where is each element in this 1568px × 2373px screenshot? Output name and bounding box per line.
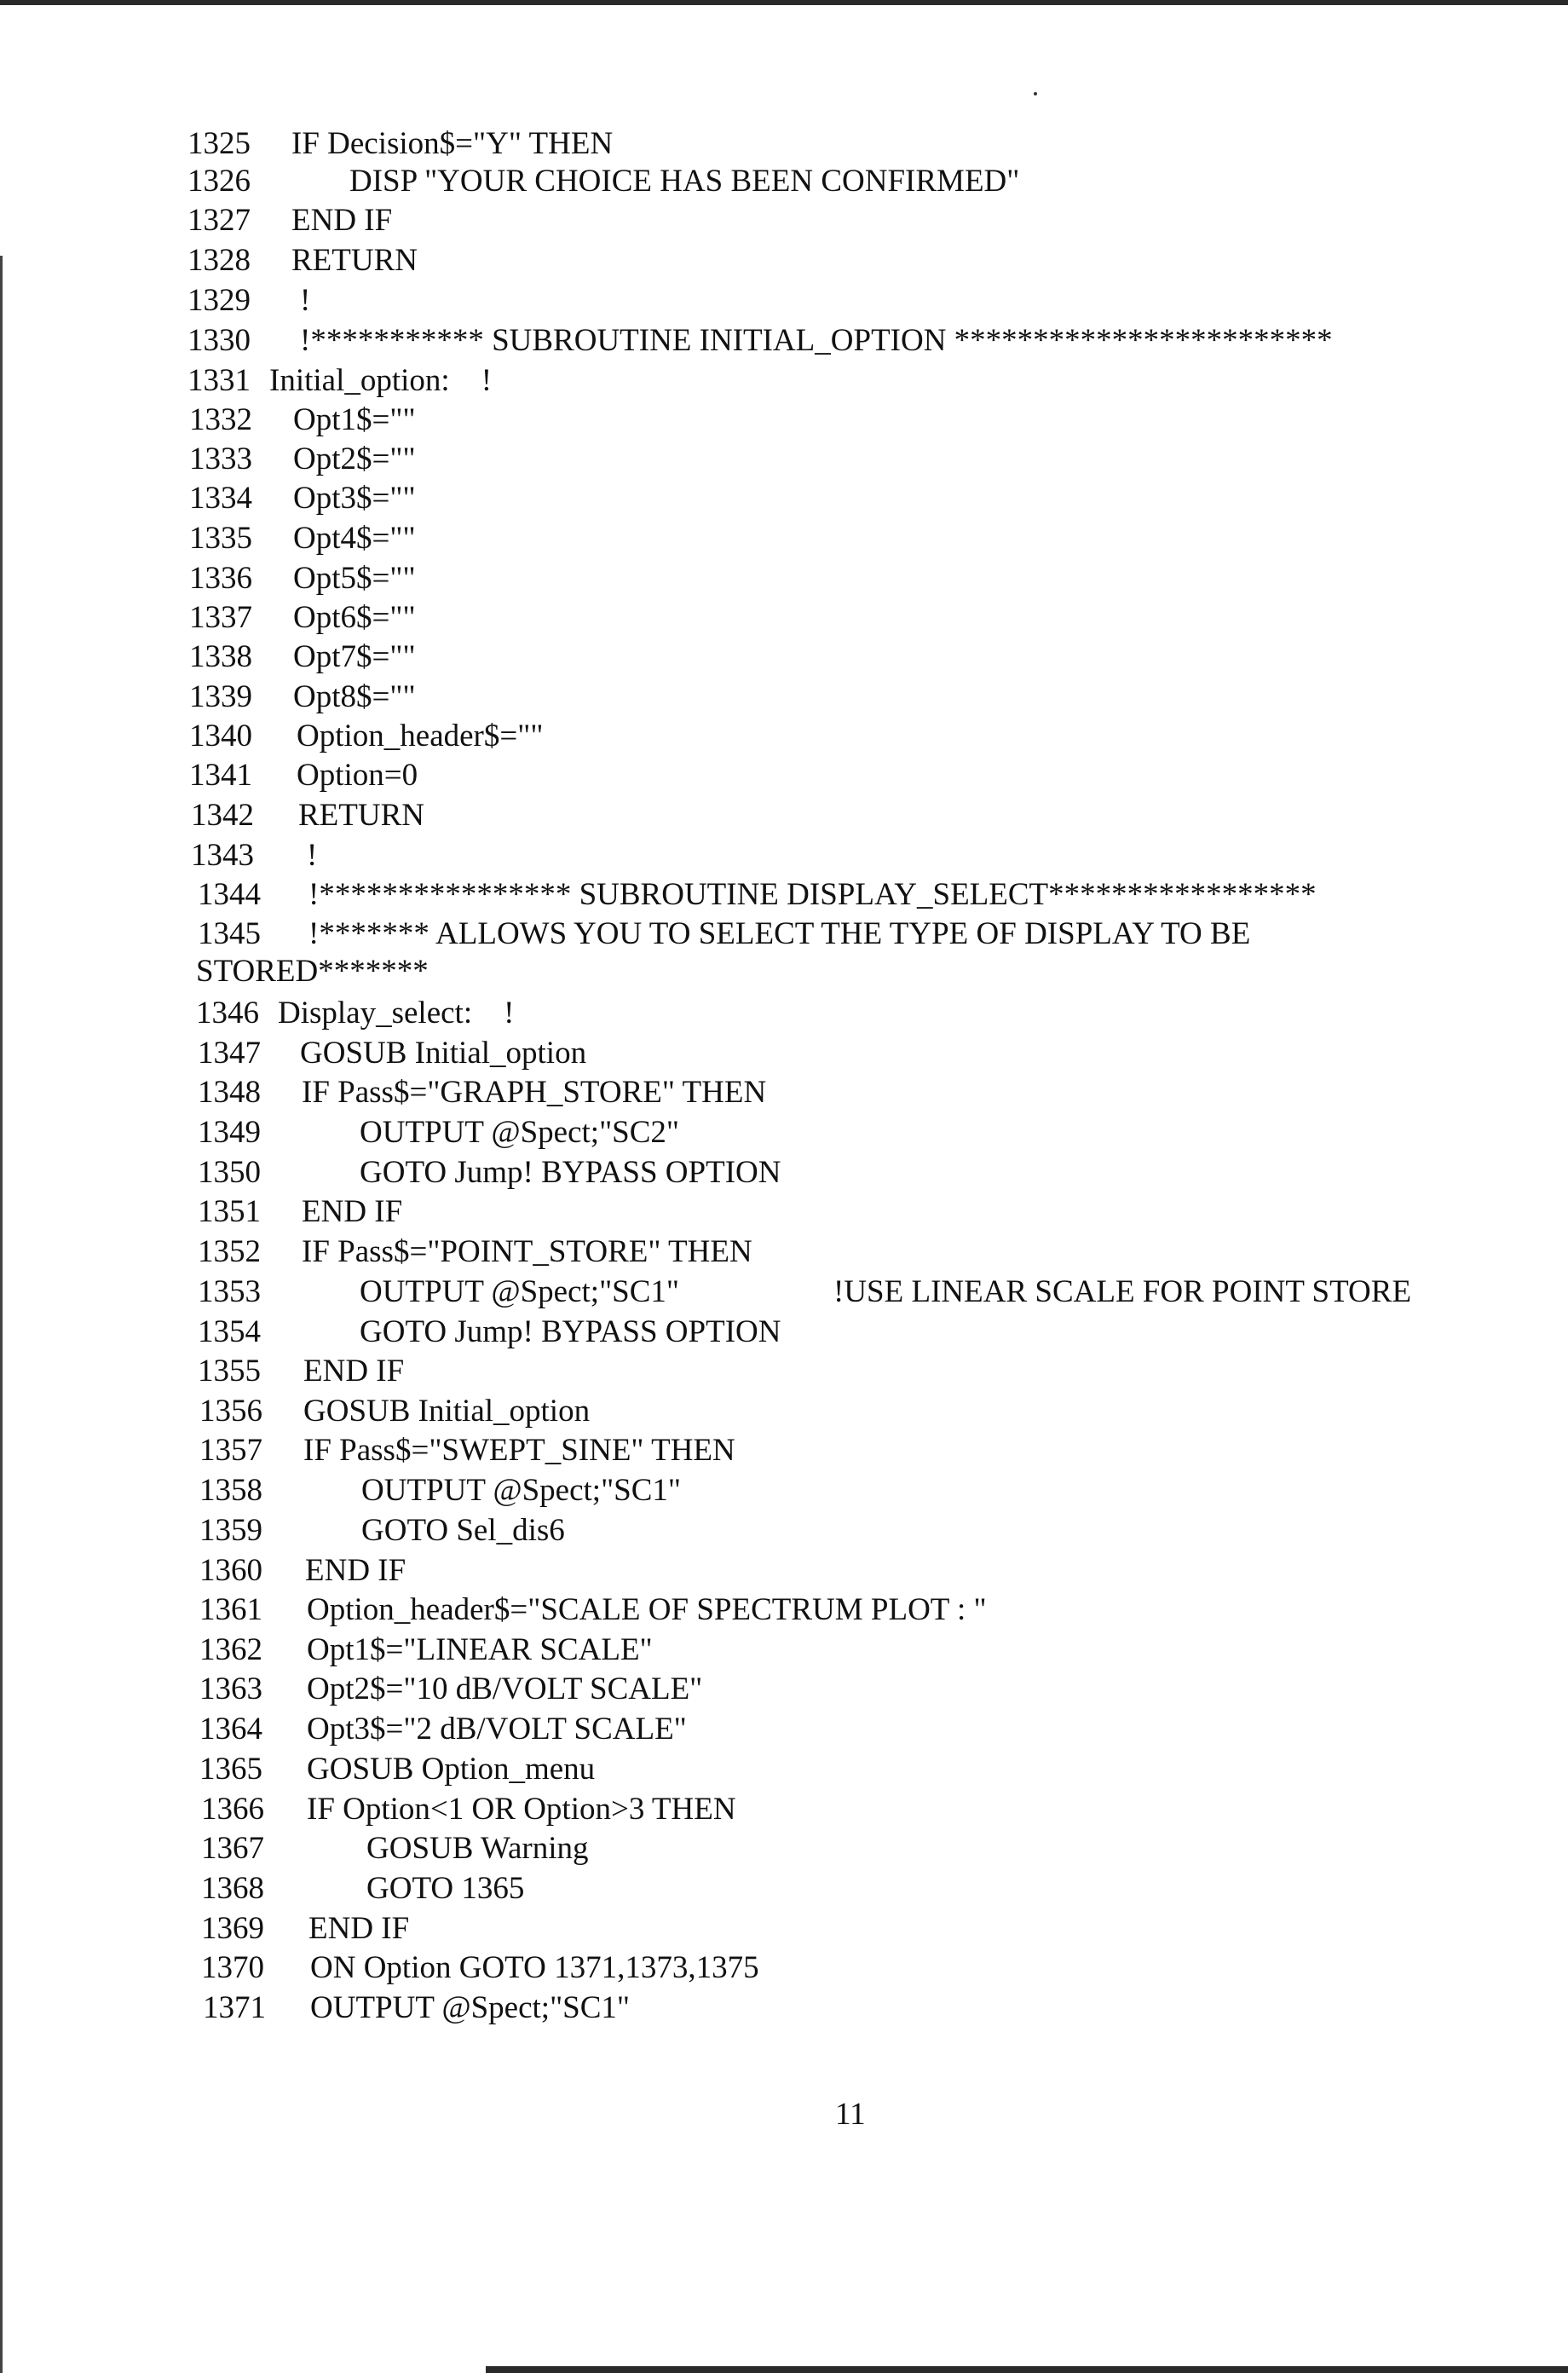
line-code: ! [300,283,311,318]
line-number: 1360 [199,1553,262,1588]
line-number: 1338 [189,639,252,674]
line-code: Opt2$="" [293,442,416,476]
line-code: Opt3$="" [293,481,416,516]
line-code: Option_header$="SCALE OF SPECTRUM PLOT : " [307,1592,987,1627]
line-number: 1351 [198,1194,261,1229]
line-number: 1329 [187,283,251,318]
line-code: !******* ALLOWS YOU TO SELECT THE TYPE OF DISPLAY TO BE [308,916,1251,951]
line-code: IF Decision$="Y" THEN [291,126,614,161]
line-code: Opt2$="10 dB/VOLT SCALE" [307,1671,703,1706]
line-number: 1369 [201,1911,264,1946]
line-code: GOTO 1365 [366,1871,525,1906]
line-code: STORED******* [196,954,429,989]
line-number: 1335 [189,521,252,556]
line-code: RETURN [298,798,424,833]
line-code: Opt3$="2 dB/VOLT SCALE" [307,1712,687,1747]
line-code: GOSUB Option_menu [307,1752,596,1787]
line-number: 1333 [189,442,252,476]
line-number: 1346 [196,996,259,1031]
line-number: 1349 [198,1115,261,1150]
line-number: 1325 [187,126,251,161]
line-number: 1332 [189,402,252,437]
line-code: Opt7$="" [293,639,416,674]
line-code: OUTPUT @Spect;"SC1" [361,1473,682,1508]
line-number: 1354 [198,1314,261,1349]
line-number: 1339 [189,679,252,714]
line-code: IF Pass$="POINT_STORE" THEN [302,1234,752,1269]
line-number: 1336 [189,561,252,596]
line-number: 1350 [198,1155,261,1190]
line-number: 1368 [201,1871,264,1906]
line-code: Display_select: ! [278,996,515,1031]
line-number: 1367 [201,1831,264,1866]
line-number: 1366 [201,1792,264,1827]
line-code: GOSUB Initial_option [300,1036,587,1071]
line-number: 1358 [199,1473,262,1508]
line-number: 1340 [189,719,252,753]
line-code: GOTO Sel_dis6 [361,1513,565,1548]
line-code: GOTO Jump! BYPASS OPTION [360,1155,781,1190]
line-code: Initial_option: ! [269,363,493,398]
line-code: IF Option<1 OR Option>3 THEN [307,1792,736,1827]
line-number: 1365 [199,1752,262,1787]
line-code: ! [307,838,318,873]
line-number: 1357 [199,1433,262,1468]
line-number: 1356 [199,1394,262,1429]
line-number: 1363 [199,1671,262,1706]
line-code: END IF [305,1553,406,1588]
line-code: Opt8$="" [293,679,416,714]
line-code: Option_header$="" [297,719,544,753]
line-number: 1341 [189,758,252,793]
line-code: IF Pass$="GRAPH_STORE" THEN [302,1075,767,1110]
line-code: GOSUB Warning [366,1831,589,1866]
line-number: 1328 [187,243,251,278]
line-number: 1327 [187,203,251,238]
line-code: OUTPUT @Spect;"SC2" [360,1115,680,1150]
line-number: 1342 [191,798,254,833]
line-code: Opt5$="" [293,561,416,596]
line-number: 1345 [198,916,261,951]
line-number: 1362 [199,1632,262,1667]
line-number: 1337 [189,600,252,635]
line-code: END IF [302,1194,403,1229]
line-code: Opt4$="" [293,521,416,556]
line-number: 1344 [198,877,261,912]
line-number: 1326 [187,164,251,199]
line-number: 1352 [198,1234,261,1269]
line-code: Opt1$="" [293,402,416,437]
line-number: 1364 [199,1712,262,1747]
line-code: OUTPUT @Spect;"SC1" [310,1990,631,2025]
page-number: 11 [835,2097,866,2132]
line-code: GOTO Jump! BYPASS OPTION [360,1314,781,1349]
line-number: 1355 [198,1354,261,1389]
line-code: END IF [303,1354,405,1389]
line-code: END IF [308,1911,410,1946]
line-code: GOSUB Initial_option [303,1394,591,1429]
line-code: !**************** SUBROUTINE DISPLAY_SELECT***************** [308,877,1317,912]
line-number: 1348 [198,1075,261,1110]
line-number: 1370 [201,1950,264,1985]
line-code: RETURN [291,243,418,278]
line-code: Opt6$="" [293,600,416,635]
line-number: 1330 [187,323,251,358]
line-number: 1359 [199,1513,262,1548]
line-comment: !USE LINEAR SCALE FOR POINT STORE [833,1274,1412,1309]
line-number: 1371 [203,1990,266,2025]
line-code: IF Pass$="SWEPT_SINE" THEN [303,1433,735,1468]
line-code: !*********** SUBROUTINE INITIAL_OPTION ************************ [300,323,1333,358]
line-number: 1343 [191,838,254,873]
line-code: DISP "YOUR CHOICE HAS BEEN CONFIRMED" [349,164,1020,199]
line-number: 1353 [198,1274,261,1309]
line-number: 1331 [187,363,251,398]
line-number: 1347 [198,1036,261,1071]
line-code: OUTPUT @Spect;"SC1" [360,1274,680,1309]
line-code: ON Option GOTO 1371,1373,1375 [310,1950,759,1985]
line-code: Opt1$="LINEAR SCALE" [307,1632,653,1667]
line-number: 1361 [199,1592,262,1627]
line-number: 1334 [189,481,252,516]
line-code: END IF [291,203,393,238]
line-code: Option=0 [297,758,418,793]
